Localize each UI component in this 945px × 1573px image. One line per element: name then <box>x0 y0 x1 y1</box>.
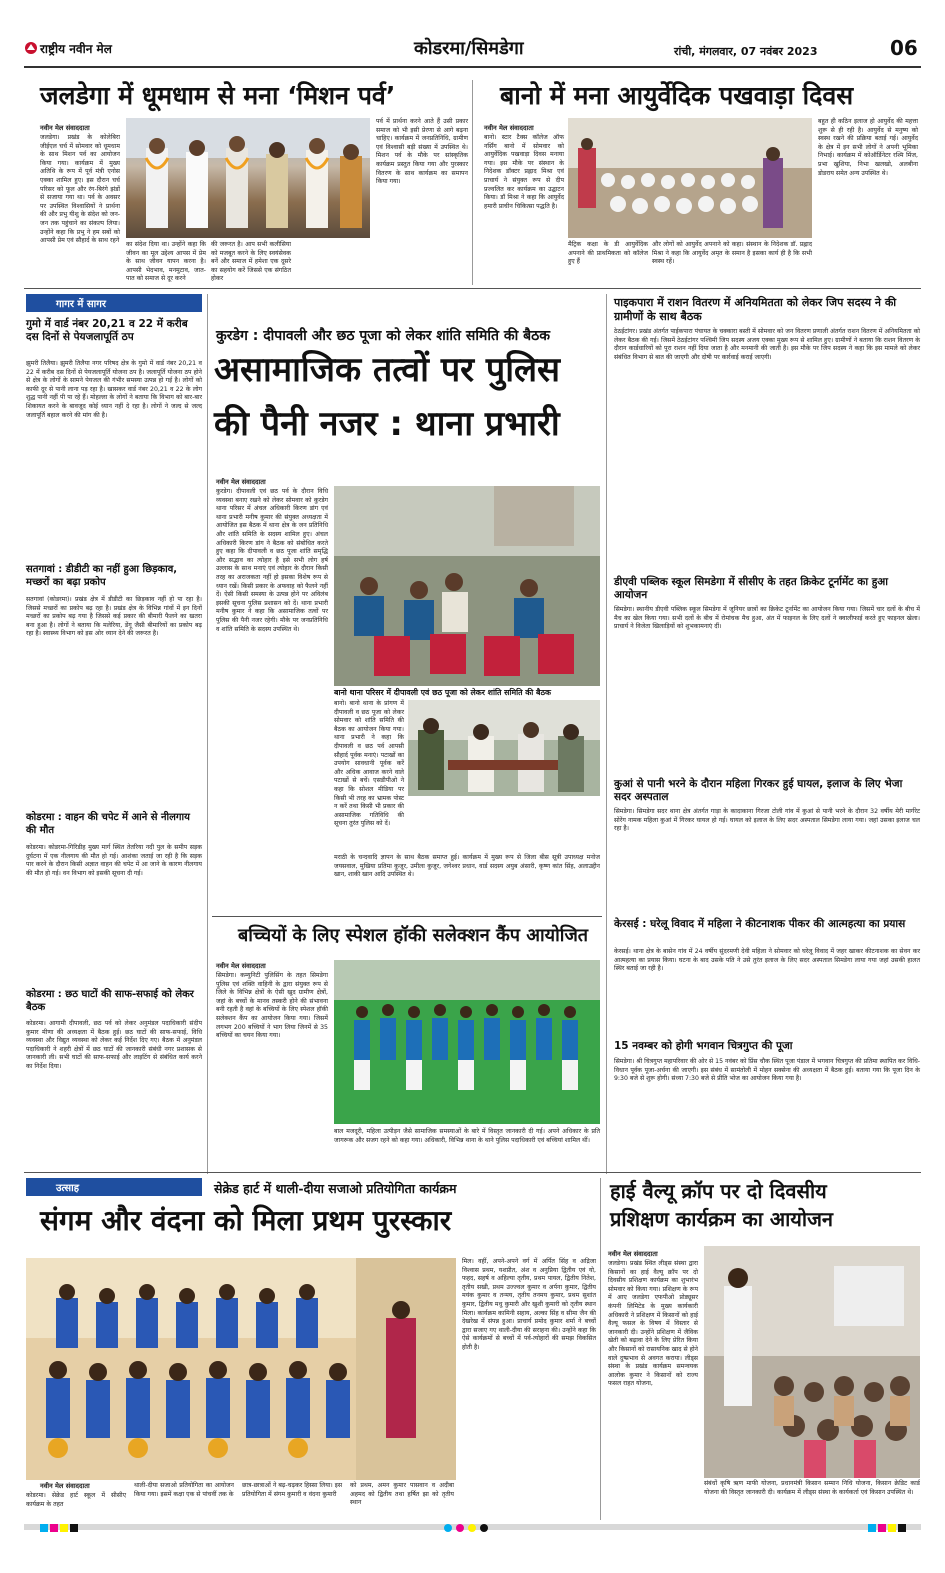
a1-col3: की जरूरत है। आप सभी कलीसिया को मजबूत करने के लिए स्वयंसेवक बनें और समाज में हमेशा एक दूसरे का सहयोग करें जिससे एक संगठित होकर <box>211 241 291 283</box>
dateline: रांची, मंगलवार, 07 नवंबर 2023 <box>674 45 818 58</box>
a2-photo <box>568 118 812 238</box>
a2-col4: बहुत ही कठिन इलाज हो आयुर्वेद की महत्ता शुरू से ही रही है। आयुर्वेद से मनुष्य को स्वस्थ रखने की प्रक्रिया बताई गई। आयुर्वेद के क्षेत्र में इन सभी लोगों ने अपनी भूमिका निभाई। कार्यक्रम में कोऑर्डिनेटर रश्मि मिंज, प्रभा खुशिया, निभा खलखो, अलबीना डोडराय समेत अन्य उपस्थित थे। <box>818 118 918 177</box>
left-s3-text: कोडरमा। कोडरमा-गिरिडीह मुख्य मार्ग स्थित तेतरिया नदी पुल के समीप सड़क दुर्घटना में एक नीलगाय की मौत हो गई। आशंका जताई जा रही है कि सड़क पार करने के दौरान किसी अज्ञात वाहन की चपेट में आ जाने के कारण नीलगाय की मौत हो गई। वन विभाग को इसकी सूचना दी गई। <box>26 844 202 877</box>
utsah-photo <box>26 1258 456 1480</box>
page-number: 06 <box>890 36 918 60</box>
utsah-tab-label: उत्साह <box>56 1183 79 1194</box>
crop-bottom-text: संबंधों कृषि ऋण माफी योजना, प्रधानमंत्री किसान सम्मान निधि योजना, किसान क्रेडिट कार्ड योजना की विस्तृत जानकारी दी। कार्यक्रम में लीड्स संस्था के कार्यकर्ता एवं किसान उपस्थित थे। <box>704 1480 920 1496</box>
left-s2-title: सतगावां : डीडीटी का नहीं हुआ छिड़काव, मच्छरों का बढ़ा प्रकोप <box>26 564 178 588</box>
masthead-rule <box>24 66 921 68</box>
left-s1-text: झुमरी तिलैया। झुमरी तिलैया नगर परिषद क्षेत्र के गुमो में वार्ड नंबर 20,21 व 22 में करीब दस दिनों से पेयजलापूर्ति योजना ठप है। जलापूर्ति योजना ठप होने से क्षेत्र के लोगों के सामने पेयजल की गंभीर समस्या उत्पन्न हो गई है। लोगों को काफी दूर से पानी लाना पड़ रहा है। खासकर वार्ड नंबर 20,21 व 22 के लोग शुद्ध पानी नहीं पी पा रहे हैं। मोहल्ला के लोगों ने बताया कि विभाग को बार-बार शिकायत करने के बावजूद कोई ध्यान नहीं दे रहा है। लोगों ने जल्द से जल्द जलापूर्ति बहाल करने की मांग की है। <box>26 360 202 419</box>
left-s3-title: कोडरमा : वाहन की चपेट में आने से नीलगाय की मौत <box>26 812 190 836</box>
utsah-col2: थाली-दीया सजाओ प्रतियोगिता का आयोजन किया गया। इसमें कक्षा एक से पांचवीं तक के <box>134 1482 234 1498</box>
right-r3-text: सिमडेगा। सिमडेगा सदर थाना क्षेत्र अंतर्गत गाड़ा के कादाकाना गिरजा टोली गांव में कुआं से पानी भरने के दौरान 32 वर्षीय मेरी मार्गरेट सोरेंग नामक महिला कुआं में गिरकर घायल हो गई। घायल को इलाज के लिए सदर अस्पताल सिमडेगा लाया गया। जहां उसका इलाज चल रहा है। <box>614 808 920 833</box>
left-s1-title: गुमो में वार्ड नंबर 20,21 व 22 में करीब दस दिनों से पेयजलापूर्ति ठप <box>26 318 188 343</box>
utsah-photo-scene <box>26 1258 456 1480</box>
left-section-tab <box>26 294 202 312</box>
hockey-headline: बच्चियों के लिए स्पेशल हॉकी सलेक्शन कैंप आयोजित <box>238 925 589 946</box>
a1-col2: का संदेश दिया था। उन्होंने कहा कि जीवन का मूल उद्देश्य आपस में प्रेम के साथ जीवन यापन करना है। आपसी भेदभाव, मनमुटाव, जात-पात को समाज से दूर करने <box>126 241 206 283</box>
col-divider <box>472 80 473 285</box>
right-r2-text: सिमडेगा। स्थानीय डीएवी पब्लिक स्कूल सिमडेगा में जूनियर छात्रों का क्रिकेट टूर्नामेंट का आयोजन किया गया। जिसमें चार दलों के बीच में मैच का खेल किया गया। सभी दलों के बीच में रोमांचक मैच हुआ, अंत में फाइनल के लिए दलों ने क्वालीफाई करते हुए फाइनल खेला। प्राचार्य ने विजेता खिलाड़ियों को शुभकामनाएं दीं। <box>614 606 920 631</box>
crop-headline-l2: प्रशिक्षण कार्यक्रम का आयोजन <box>610 1207 834 1231</box>
right-r3-title: कुआं से पानी भरने के दौरान महिला गिरकर हुई घायल, इलाज के लिए भेजा सदर अस्पताल <box>614 778 903 803</box>
right-r1-title: पाइकपारा में राशन वितरण में अनियमितता को लेकर जिप सदस्य ने की ग्रामीणों के साथ बैठक <box>614 296 897 323</box>
hockey-photo-scene <box>334 960 600 1124</box>
main-footer-text: मराठी के चन्दवादि ज्ञापन के साथ बैठक समाप्त हुई। कार्यक्रम में मुख्य रूप से जिला बीस सूत्री उपाध्यक्ष मनोज जयसवाल, मुखिया प्रतिमा कुजूर, उमीला कुजूर, जगेश्वर प्रधान, वार्ड सदस्य अयुब अंसारी, कृष्ण कांत सिंह, अलाउद्दीन खान, शाकी खान आदि उपस्थित थे। <box>334 854 600 879</box>
bottom-divider <box>600 1178 601 1520</box>
crop-byline: नवीन मेल संवाददाता <box>608 1250 658 1258</box>
hockey-text: सिमडेगा। कम्युनिटी पुलिसिंग के तहत सिमडेगा पुलिस एवं शक्ति वाहिनी के द्वारा संयुक्त रूप से जिले के विभिन्न क्षेत्रों के ऐसी खुद ग्रामीण क्षेत्रों, जहां के बच्चों के मानव तस्करी होने की संभावना बनी रहती है वहां के बच्चियों के लिए स्पेशल हॉकी सलेक्शन कैंप का आयोजन किया गया। जिसमें लगभग 200 बच्चियों ने भाग लिया जिनमें से 35 बच्चियों का चयन किया गया। <box>216 972 328 1040</box>
a2-photo-caption: मैट्रिक कक्षा के डी आयुर्वेदिक अपनाने की प्राथमिकता को कॉलेज हुए हैं <box>568 241 648 266</box>
utsah-headline: संगम और वंदना को मिला प्रथम पुरस्कार <box>40 1204 452 1237</box>
main-headline-l1: असामाजिक तत्वों पर पुलिस <box>214 350 561 390</box>
utsah-col3: छात्र-छात्राओं ने बढ़-चढ़कर हिस्सा लिया। इस प्रतियोगिता में संगम कुमारी व वंदना कुमारी <box>242 1482 342 1498</box>
main-photo-scene <box>334 486 600 686</box>
left-section-tab-label: गागर में सागर <box>56 299 106 310</box>
utsah-col1: कोडरमा। सेक्रेड हार्ट स्कूल में सीसीए कार्यक्रम के तहत <box>26 1492 126 1508</box>
a2-byline: नवीन मेल संवाददाता <box>484 124 534 132</box>
a1-photo-scene <box>126 118 370 238</box>
utsah-col4: को प्रथम, अमन कुमार पासवान व अदीबा अहमद को द्वितीय तथा हर्षित झा को तृतीय स्थान <box>350 1482 454 1507</box>
a2-col1: बानो। स्टार टैक्स कॉलेज ऑफ नर्सिंग बानो में सोमवार को आयुर्वेदिक पखवाड़ा दिवस मनाया गया। इस मौके पर संस्थान के निदेशक डॉक्टर प्रह्लाद मिश्रा एवं प्राचार्य ने संयुक्त रूप से दीप प्रज्वलित कर कार्यक्रम का उद्घाटन किया। डॉ मिश्रा ने कहा कि आयुर्वेद हमारी प्राचीन चिकित्सा पद्धति है। <box>484 134 564 210</box>
right-r5-title: 15 नवम्बर को होगी भगवान चित्रगुप्त की पूजा <box>614 1040 793 1052</box>
right-r2-title: डीएवी पब्लिक स्कूल सिमडेगा में सीसीए के तहत क्रिकेट टूर्नामेंट का हुआ आयोजन <box>614 576 889 601</box>
a2-col3: और लोगों को आयुर्वेद अपनाने को कहा। संस्थान के निदेशक डॉ. प्रह्लाद मिश्रा ने कहा कि आयुर्वेद अमृत के समान है इसका कार्य ही है कि सभी स्वस्थ रहें। <box>652 241 812 266</box>
utsah-tab <box>26 1178 202 1196</box>
main-divider <box>212 916 602 917</box>
a2-photo-scene <box>568 118 812 238</box>
hockey-bottom-text: बाल मजदूरी, महिला उत्पीड़न जैसे सामाजिक समस्याओं के बारे में विस्तृत जानकारी दी गई। अपने अधिकार के प्रति जागरूक और सजग रहने को कहा गया। अधिकारी, विभिन्न थाना के थाने पुलिस पदाधिकारी एवं बच्चियां शामिल थीं। <box>334 1128 600 1144</box>
utsah-byline: नवीन मेल संवाददाता <box>40 1482 90 1490</box>
left-s2-text: सतगावां (कोडरमा)। प्रखंड क्षेत्र में डीडीटी का छिड़काव नहीं हो पा रहा है। जिससे मच्छरों का प्रकोप बढ़ रहा है। प्रखंड क्षेत्र के विभिन्न गांवों में इन दिनों मच्छरों का प्रकोप बढ़ गया है जिससे कई प्रकार की बीमारी फैलने का खतरा बना हुआ है। लोगों ने बताया कि मलेरिया, डेंगू जैसी बीमारियों का प्रकोप बढ़ रहा है। स्वास्थ्य विभाग को इस ओर ध्यान देने की जरूरत है। <box>26 596 202 638</box>
a1-photo <box>126 118 370 238</box>
color-marks-icon <box>0 1521 945 1535</box>
masthead-logo <box>24 38 164 60</box>
right-r1-text: ठेठईटांगर। प्रखंड अंतर्गत पाईकपारा पंचायत के चक्कारा बस्ती में सोमवार को जन वितरण प्रणाली अंतर्गत राशन वितरण में अनियमितता को लेकर बैठक की गई। जिसमें ठेठईटांगर पश्चिमी जिप सदस्य अजय एक्का मुख्य रूप से शामिल हुए। ग्रामीणों ने बताया कि राशन वितरण के दौरान कार्डधारियों को पूरा राशन नहीं दिया जाता है और मनमानी की जाती है। इस मौके पर जिप सदस्य ने कहा कि इस मामले को लेकर संबंधित विभाग से बात की जाएगी और दोषी पर कार्रवाई कराई जाएगी। <box>614 328 920 361</box>
right-r4-title: केरसई : घरेलू विवाद में महिला ने कीटनाशक पीकर की आत्महत्या का प्रयास <box>614 918 906 930</box>
a1-col1: जलडेगा। प्रखंड के कोलेबिरा जीईएल चर्च में सोमवार को धूमधाम के साथ मिशन पर्व का आयोजन किया गया। कार्यक्रम में मुख्य अतिथि के रूप में पूर्व मंत्री एनोस एक्का शामिल हुए। इस दौरान चर्च परिसर को फूल और रंग-बिरंगे झंडों से सजाया गया था। पर्व के अवसर पर उपस्थित विश्वासियों ने प्रार्थना की और प्रभु यीशु के संदेश को जन-जन तक पहुंचाने का संकल्प लिया। उन्होंने कहा कि प्रभु ने हम सबों को आपसी प्रेम एवं सौहार्द के साथ रहने <box>40 134 120 245</box>
masthead <box>24 34 921 64</box>
crop-photo-scene <box>704 1246 920 1478</box>
crop-headline-l1: हाई वैल्यू क्रॉप पर दो दिवसीय <box>610 1179 827 1203</box>
footer-registration-marks <box>0 1520 945 1534</box>
a1-headline: जलडेगा में धूमधाम से मना ‘मिशन पर्व’ <box>40 81 396 110</box>
right-r4-text: केरसई। थाना क्षेत्र के बासेन गांव में 24 वर्षीय सुंदरमणी देवी महिला ने सोमवार को घरेलू विवाद में जहर खाकर कीटनाशक का सेवन कर आत्महत्या का प्रयास किया। घटना के बाद उसके पति ने उसे तुरंत इलाज के लिए सदर अस्पताल सिमडेगा लाया गया जहां उसकी हालत स्थिर बताई जा रही है। <box>614 948 920 973</box>
main-sub-text: बानो। बानो थाना के प्रांगण में दीपावली व छठ पूजा को लेकर सोमवार को शांति समिति की बैठक का आयोजन किया गया। थाना प्रभारी ने कहा कि दीपावली व छठ पर्व आपसी सौहार्द पूर्वक मनाएं। पटाखों का उपयोग सावधानी पूर्वक करें और अधिक आवाज करने वाले पटाखों से बचें। एसडीपीओ ने कहा कि सोशल मीडिया पर किसी भी तरह का भ्रामक पोस्ट न करें तथा किसी भी प्रकार की असामाजिक गतिविधि की सूचना तुरंत पुलिस को दें। <box>334 700 404 828</box>
crop-photo <box>704 1246 920 1478</box>
crop-text: जलडेगा। प्रखंड स्थित लीड्स संस्था द्वारा किसानों का हाई वैल्यू क्रॉप पर दो दिवसीय प्रशिक्षण कार्यक्रम का शुभारंभ सोमवार को किया गया। प्रशिक्षण के रूप में आए जलडेगा एफपीओ प्रोड्यूसर कंपनी लिमिटेड के मुख्य कार्यकारी अधिकारी ने प्रशिक्षण में किसानों को हाई वैल्यू फसल के विषय में विस्तार से जानकारी दी। उन्होंने प्रशिक्षण में जैविक खेती को बढ़ावा देने के लिए प्रेरित किया और किसानों को रासायनिक खाद से होने वाले दुष्प्रभाव से अवगत कराया। लीड्स संस्था के प्रखंड कार्यक्रम समन्वयक आलोक कुमार ने किसानों को राज्य फसल राहत योजना, <box>608 1260 698 1388</box>
main-photo2 <box>408 700 600 796</box>
main-text: कुरडेग। दीपावली एवं छठ पर्व के दौरान विधि व्यवस्था बनाए रखने को लेकर सोमवार को कुरडेग थाना परिसर में अंचल अधिकारी किरण डांग एवं थाना प्रभारी मनीष कुमार की संयुक्त अध्यक्षता में आयोजित इस बैठक में थाना क्षेत्र के जन प्रतिनिधि और शांति समिति के सदस्य शामिल हुए। अंचल अधिकारी किरण डांग ने बैठक को संबोधित करते हुए कहा कि दीपावली व छठ पूजा शांति समृद्धि और सद्भाव का त्योहार है इसे सभी लोग हर्ष उल्लास के साथ मनाएं एवं त्योहार के दौरान किसी तरह का अराजकता नहीं हो इसका विशेष रूप से ध्यान रखें। किसी प्रकार के अफवाह को फैलने नहीं दें। ऐसी किसी समस्या के उत्पन्न होने पर अविलंब इसकी सूचना पुलिस प्रशासन को दें। थाना प्रभारी मनीष कुमार ने कहा कि असामाजिक तत्वों पर पुलिस की पैनी नजर रहेगी। मौके पर जनप्रतिनिधि व शांति समिति के सदस्य उपस्थित थे। <box>216 488 328 633</box>
mid-rule <box>24 1172 921 1173</box>
left-s4-text: कोडरमा। आगामी दीपावली, छठ पर्व को लेकर अनुमंडल पदाधिकारी संदीप कुमार मीणा की अध्यक्षता में बैठक हुई। छठ घाटों की साफ-सफाई, विधि व्यवस्था और विद्युत व्यवस्था को लेकर कई निर्देश दिए गए। बैठक में अनुमंडल पदाधिकारी ने शहरी क्षेत्रों में छठ घाटों की जानकारी संबंधी नगर प्रशासक से जानकारी ली। सभी घाटों की साफ-सफाई और लाइटिंग से संबंधित कार्य करने का निर्देश दिया। <box>26 1020 202 1070</box>
row-divider <box>24 288 921 289</box>
main-kicker: कुरडेग : दीपावली और छठ पूजा को लेकर शांति समिति की बैठक <box>216 328 550 344</box>
main-headline-l2: की पैनी नजर : थाना प्रभारी <box>214 404 560 444</box>
logo-icon <box>24 41 38 55</box>
main-photo2-scene <box>408 700 600 796</box>
hockey-photo <box>334 960 600 1124</box>
left-s4-title: कोडरमा : छठ घाटों की साफ-सफाई को लेकर बैठक <box>26 989 194 1013</box>
a1-col4: पर्व में प्रार्थना करने आते हैं उसी प्रकार समाज को भी इसी प्रेरणा से आगे बढ़ना चाहिए। कार्यक्रम में जनप्रतिनिधि, ग्रामीण एवं विश्वासी बड़ी संख्या में उपस्थित थे। मिशन पर्व के मौके पर सांस्कृतिक कार्यक्रम प्रस्तुत किया गया और पुरस्कार वितरण के साथ कार्यक्रम का समापन किया गया। <box>376 118 468 186</box>
main-photo <box>334 486 600 686</box>
section-title: कोडरमा/सिमडेगा <box>414 38 524 59</box>
left-divider <box>207 294 208 1174</box>
a2-headline: बानो में मना आयुर्वेदिक पखवाड़ा दिवस <box>500 81 854 110</box>
right-r5-text: सिमडेगा। श्री चित्रगुप्त महापरिवार की ओर से 15 नवंबर को प्रिंस चौक स्थित पूजा पंडाल में भगवान चित्रगुप्त की प्रतिमा स्थापित कर विधि-विधान पूर्वक पूजा-अर्चना की जाएगी। इस संबंध में सामंतोली में मोहन सक्सेना की अध्यक्षता में बैठक हुई। बताया गया कि पूजा दिन के 9:30 बजे से शुरू होगी। संध्या 7:30 बजे से प्रीति भोज का आयोजन किया गया है। <box>614 1058 920 1083</box>
right-divider <box>606 294 607 1174</box>
masthead-logo-text: राष्ट्रीय नवीन मेल <box>40 42 112 56</box>
main-photo-caption: बानो थाना परिसर में दीपावली एवं छठ पूजा को लेकर शांति समिति की बैठक <box>334 688 551 697</box>
utsah-side-text: मिल। वहीं, अपने-अपने वर्ग में अर्पित सिंह व अद्रिजा विश्वास प्रथम, यशप्रीत, अंश व अनुप्रिया द्वितीय एवं यो, फहद, सहर्ष व अहिल्या तृतीय, प्रथम पायल, द्वितीय नितेश, तृतीय सखी, प्रथम उज्ज्वल कुमार व अर्पना कुमार, द्वितीय मयंक कुमार व तन्मय, तृतीय तनमय कुमार, प्रथम सुशांत कुमार, द्वितीय मधु कुमारी और खुशी कुमारी को तृतीय स्थान मिला। कार्यक्रम कामिनी सहाय, अल्का सिंह व सीमा जैन की देखरेख में संपन्न हुआ। प्राचार्य प्रमोद कुमार शर्मा ने बच्चों द्वारा सजाए गए थाली-दीया की सराहना की। उन्होंने कहा कि ऐसे कार्यक्रमों से बच्चों में पर्व-त्योहारों की समझ विकसित होती है। <box>462 1258 596 1351</box>
a1-byline: नवीन मेल संवाददाता <box>40 124 90 132</box>
main-byline: नवीन मेल संवाददाता <box>216 478 266 486</box>
utsah-kicker: सेक्रेड हार्ट में थाली-दीया सजाओ प्रतियोगिता कार्यक्रम <box>214 1181 457 1196</box>
hockey-byline: नवीन मेल संवाददाता <box>216 962 266 970</box>
